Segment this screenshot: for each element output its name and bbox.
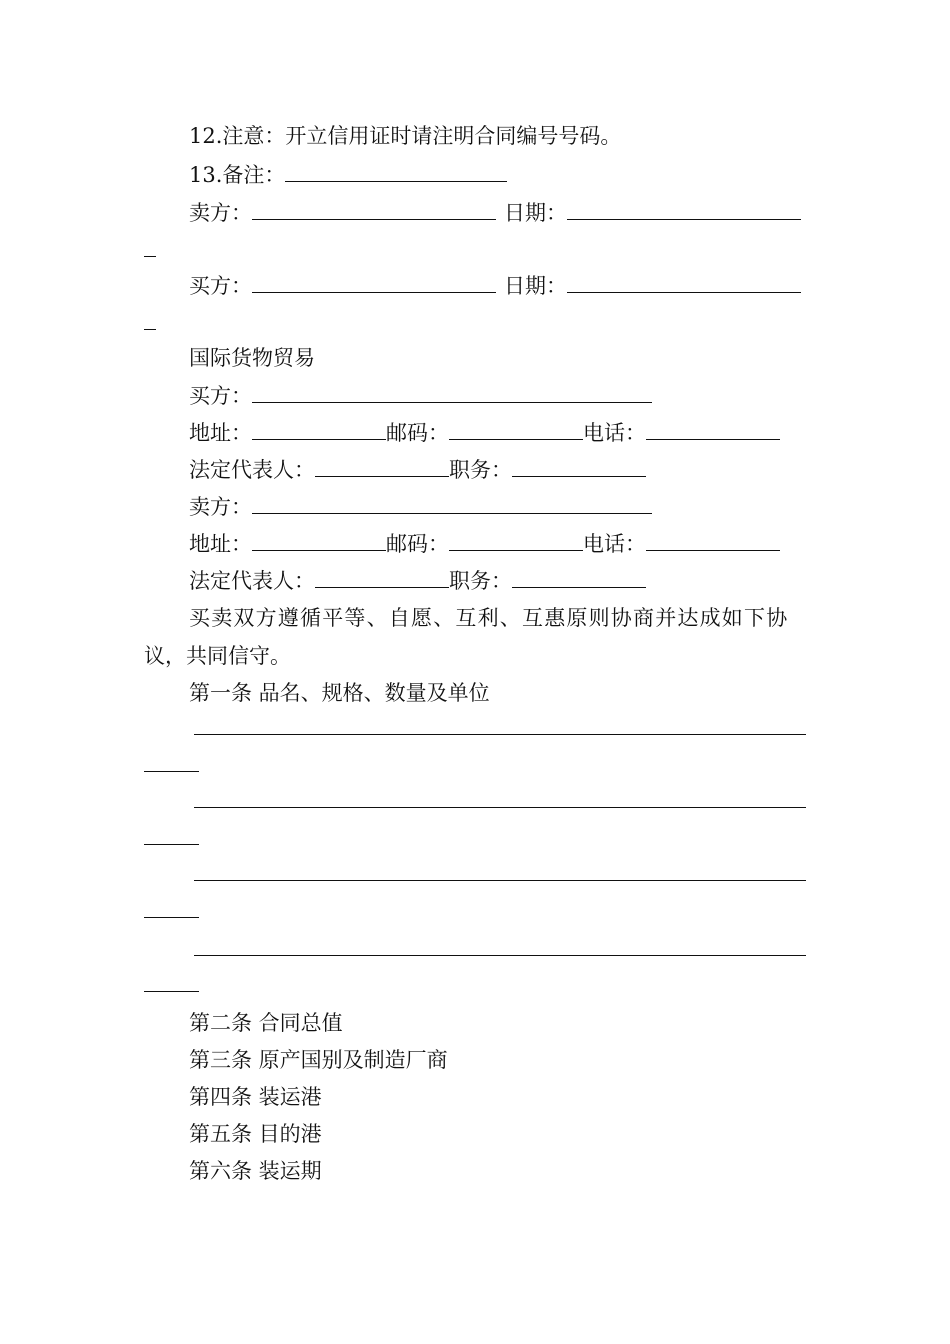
article-1-text: 第一条 品名、规格、数量及单位: [189, 681, 490, 705]
buyer-position-label: 职务：: [449, 458, 512, 482]
buyer-rep-blank[interactable]: [315, 455, 449, 477]
buyer-address-label: 地址：: [189, 421, 252, 445]
buyer-date-label: 日期：: [504, 274, 567, 298]
seller-name-blank[interactable]: [252, 492, 652, 514]
buyer-phone-label: 电话：: [583, 421, 646, 445]
buyer-rep-label: 法定代表人：: [189, 458, 315, 482]
article-6-text: 第六条 装运期: [189, 1159, 322, 1183]
article-1: [189, 679, 490, 707]
article-1-blank-2-wrap: [144, 844, 199, 845]
seller-contact-row: [189, 529, 780, 558]
buyer-rep-row: [189, 455, 646, 484]
article-1-blank-4-wrap: [144, 991, 199, 992]
article-4-text: 第四条 装运港: [189, 1085, 322, 1109]
buyer-contact-row: [189, 418, 780, 447]
seller-sign-label: 卖方：: [189, 201, 252, 225]
clause-13-label: 13.备注：: [189, 163, 286, 187]
buyer-sign-label: 买方：: [189, 274, 252, 298]
seller-date-blank[interactable]: [567, 198, 801, 220]
agreement-line-2: [144, 642, 291, 670]
buyer-postcode-blank[interactable]: [449, 418, 583, 440]
article-1-blank-4[interactable]: [194, 955, 806, 956]
buyer-sign-blank[interactable]: [252, 271, 496, 293]
seller-position-blank[interactable]: [512, 566, 646, 588]
seller-label: 卖方：: [189, 495, 252, 519]
article-3: [189, 1046, 448, 1074]
article-1-blank-1-wrap: [144, 771, 199, 772]
seller-rep-row: [189, 566, 646, 595]
buyer-row: [189, 381, 652, 410]
seller-phone-blank[interactable]: [646, 529, 780, 551]
seller-sign-blank[interactable]: [252, 198, 496, 220]
buyer-date-blank[interactable]: [567, 271, 801, 293]
buyer-sign-row: [189, 271, 801, 300]
seller-sign-row: [189, 198, 801, 227]
article-2: [189, 1009, 343, 1037]
seller-postcode-blank[interactable]: [449, 529, 583, 551]
agreement-text-2: 议，共同信守。: [144, 644, 291, 668]
buyer-label: 买方：: [189, 384, 252, 408]
article-1-blank-3-wrap: [144, 917, 199, 918]
seller-rep-label: 法定代表人：: [189, 569, 315, 593]
seller-row: [189, 492, 652, 521]
article-6: [189, 1157, 322, 1185]
seller-rep-blank[interactable]: [315, 566, 449, 588]
clause-12-text: 12.注意：开立信用证时请注明合同编号号码。: [189, 124, 622, 148]
buyer-date-blank-wrap: [144, 329, 156, 330]
article-5-text: 第五条 目的港: [189, 1122, 322, 1146]
seller-phone-label: 电话：: [583, 532, 646, 556]
buyer-phone-blank[interactable]: [646, 418, 780, 440]
remarks-blank[interactable]: [285, 160, 507, 182]
buyer-position-blank[interactable]: [512, 455, 646, 477]
article-4: [189, 1083, 322, 1111]
article-1-blank-1[interactable]: [194, 734, 806, 735]
seller-position-label: 职务：: [449, 569, 512, 593]
clause-13: [189, 160, 507, 189]
section-title: [189, 344, 315, 372]
section-title-text: 国际货物贸易: [189, 346, 315, 370]
seller-address-label: 地址：: [189, 532, 252, 556]
seller-address-blank[interactable]: [252, 529, 386, 551]
agreement-line-1: [189, 604, 788, 632]
article-1-blank-3[interactable]: [194, 880, 806, 881]
buyer-postcode-label: 邮码：: [386, 421, 449, 445]
buyer-name-blank[interactable]: [252, 381, 652, 403]
article-5: [189, 1120, 322, 1148]
seller-date-label: 日期：: [504, 201, 567, 225]
agreement-text-1: 买卖双方遵循平等、自愿、互利、互惠原则协商并达成如下协: [189, 606, 789, 630]
article-3-text: 第三条 原产国别及制造厂商: [189, 1048, 448, 1072]
article-1-blank-2[interactable]: [194, 807, 806, 808]
buyer-address-blank[interactable]: [252, 418, 386, 440]
article-2-text: 第二条 合同总值: [189, 1011, 343, 1035]
seller-postcode-label: 邮码：: [386, 532, 449, 556]
clause-12: [189, 122, 621, 150]
seller-date-blank-wrap: [144, 256, 156, 257]
